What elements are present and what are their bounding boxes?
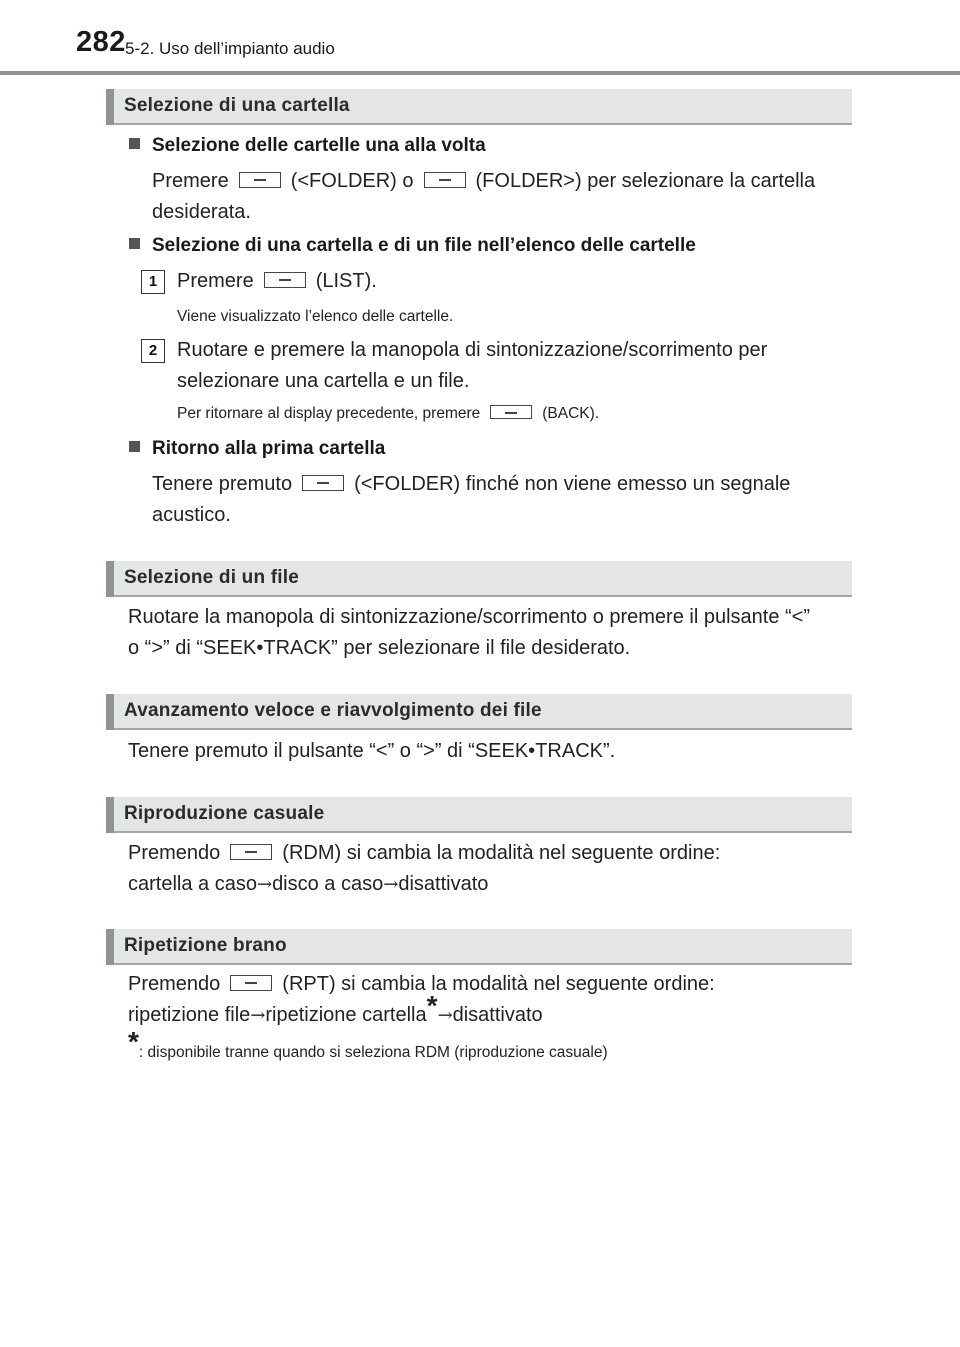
subsection-title-first-folder: Ritorno alla prima cartella [129, 438, 385, 460]
rpt-button-icon [230, 975, 272, 991]
rdm-button-icon [230, 844, 272, 860]
paragraph-first-folder: Tenere premuto (<FOLDER) finché non viene emesso un segnale acustico. [152, 473, 791, 526]
section-header-fast-forward [106, 694, 852, 730]
section-header-file-select [106, 561, 852, 597]
footnote-marker: * [426, 990, 438, 1021]
chapter-title: 5-2. Uso dell’impianto audio [125, 39, 335, 58]
folder-prev-button-icon [239, 172, 281, 188]
footnote: *: disponibile tranne quando si seleziona RDM (riproduzione casuale) [128, 1026, 608, 1061]
subsection-title-one-at-a-time: Selezione delle cartelle una alla volta [129, 135, 486, 157]
paragraph-random: Premendo (RDM) si cambia la modalità nel seguente ordine: cartella a caso→disco a caso→disattivato [128, 842, 721, 895]
list-button-icon [264, 272, 306, 288]
paragraph-repeat: Premendo (RPT) si cambia la modalità nel seguente ordine: ripetizione file→ripetizione cartella*→disattivato [128, 973, 715, 1026]
arrow-right-icon: → [250, 1005, 266, 1026]
subsection-title-folder-list: Selezione di una cartella e di un file nell’elenco delle cartelle [129, 235, 696, 257]
arrow-right-icon: → [256, 874, 273, 895]
folder-next-button-icon [424, 172, 466, 188]
section-title: Ripetizione brano [124, 935, 287, 956]
section-title: Selezione di una cartella [124, 95, 350, 116]
step-2-text: Ruotare e premere la manopola di sintonizzazione/scorrimento per selezionare una cartella e un file. [177, 339, 768, 392]
section-header-folder-select [106, 89, 852, 125]
step-1-note: Viene visualizzato l’elenco delle cartelle. [177, 308, 454, 325]
square-bullet-icon [129, 238, 140, 249]
arrow-right-icon: → [437, 1005, 453, 1026]
section-title: Avanzamento veloce e riavvolgimento dei file [124, 700, 542, 721]
paragraph-folder-buttons: Premere (<FOLDER) o (FOLDER>) per selezionare la cartella desiderata. [152, 170, 816, 223]
step-number-2: 2 [141, 339, 165, 363]
paragraph-fast-forward: Tenere premuto il pulsante “<” o “>” di “SEEK•TRACK”. [128, 740, 616, 762]
step-2-note: Per ritornare al display precedente, premere (BACK). [177, 405, 600, 422]
section-title: Riproduzione casuale [124, 803, 325, 824]
section-title: Selezione di un file [124, 567, 300, 588]
arrow-right-icon: → [383, 874, 399, 895]
step-1-text: Premere (LIST). [177, 270, 377, 292]
square-bullet-icon [129, 441, 140, 452]
paragraph-file-select: Ruotare la manopola di sintonizzazione/scorrimento o premere il pulsante “<” o “>” di “SEEK•TRACK” per selezionare il file desiderato. [128, 606, 811, 659]
header-divider [0, 71, 960, 75]
footnote-marker: * [128, 1026, 139, 1057]
section-header-random [106, 797, 852, 833]
page-number: 282 [76, 26, 126, 58]
step-number-1: 1 [141, 270, 165, 294]
back-button-icon [490, 405, 532, 419]
section-header-repeat [106, 929, 852, 965]
square-bullet-icon [129, 138, 140, 149]
folder-prev-button-icon [302, 475, 344, 491]
